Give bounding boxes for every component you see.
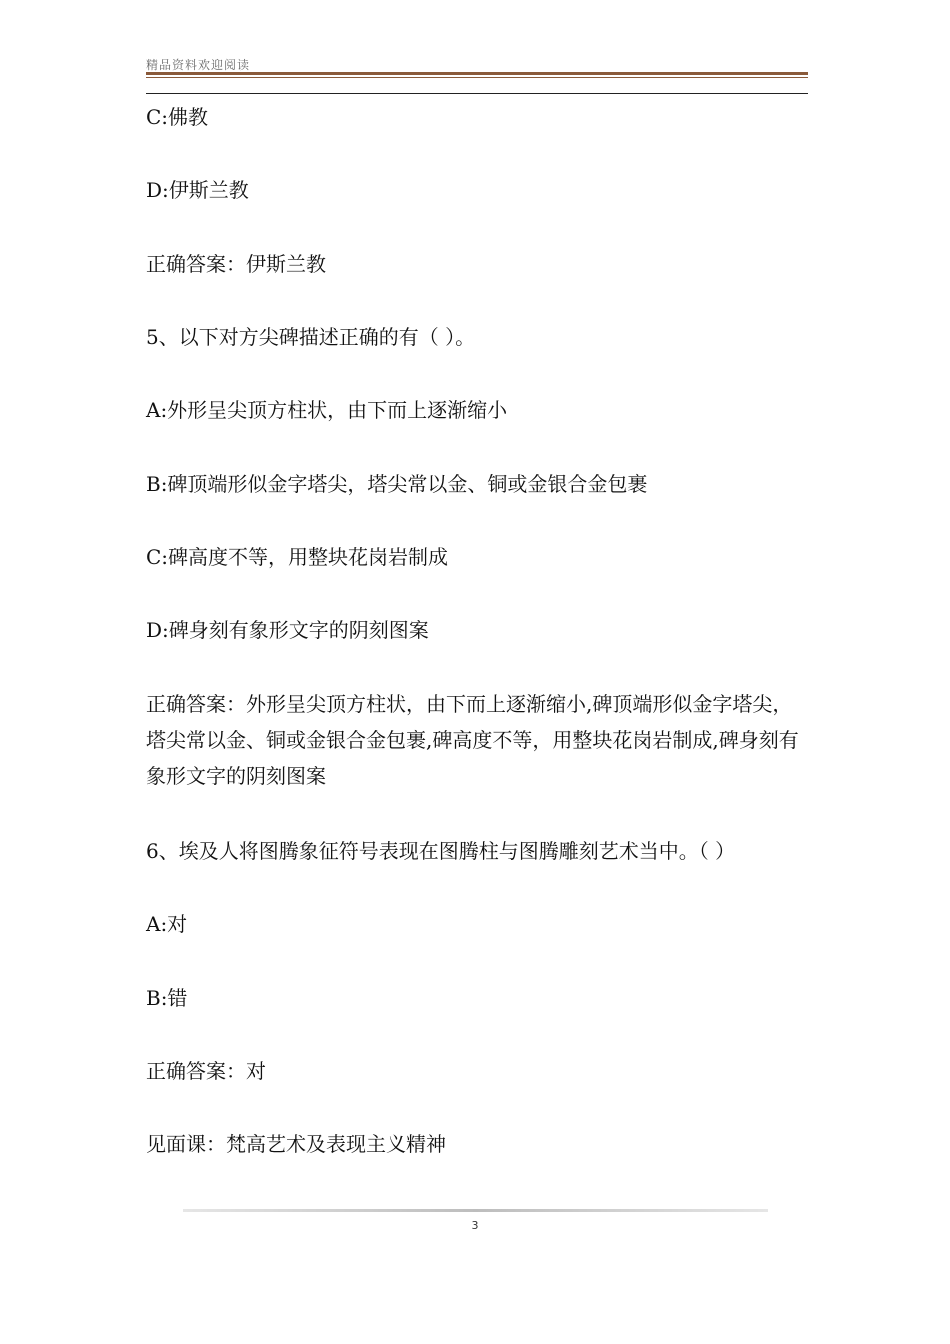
q5-option-c: C:碑高度不等，用整块花岗岩制成 bbox=[146, 545, 449, 569]
q4-option-d: D:伊斯兰教 bbox=[146, 178, 249, 202]
q5-option-a: A:外形呈尖顶方柱状，由下而上逐渐缩小 bbox=[146, 398, 508, 422]
q4-option-c: C:佛教 bbox=[146, 105, 209, 129]
q5-option-b: B:碑顶端形似金字塔尖，塔尖常以金、铜或金银合金包裹 bbox=[146, 472, 648, 496]
q6-option-a: A:对 bbox=[146, 912, 188, 936]
q6-answer: 正确答案：对 bbox=[146, 1059, 266, 1083]
header-rule-secondary bbox=[146, 77, 808, 78]
q4-answer: 正确答案：伊斯兰教 bbox=[146, 252, 326, 276]
page-number: 3 bbox=[471, 1219, 479, 1232]
header-divider bbox=[146, 93, 808, 94]
page-header-text: 精品资料欢迎阅读 bbox=[146, 58, 251, 72]
footer-rule bbox=[183, 1209, 768, 1212]
q5-option-d: D:碑身刻有象形文字的阴刻图案 bbox=[146, 618, 429, 642]
q5-answer: 正确答案：外形呈尖顶方柱状，由下而上逐渐缩小,碑顶端形似金字塔尖，塔尖常以金、铜或金银合金包裹,碑高度不等，用整块花岗岩制成,碑身刻有象形文字的阴刻图案 bbox=[146, 692, 799, 788]
q6-option-b: B:错 bbox=[146, 986, 188, 1010]
header-rule bbox=[146, 72, 808, 75]
q6-question: 6、埃及人将图腾象征符号表现在图腾柱与图腾雕刻艺术当中。（ ） bbox=[146, 839, 736, 863]
section-title: 见面课：梵高艺术及表现主义精神 bbox=[146, 1132, 446, 1156]
q5-question: 5、以下对方尖碑描述正确的有（ ）。 bbox=[146, 325, 476, 349]
